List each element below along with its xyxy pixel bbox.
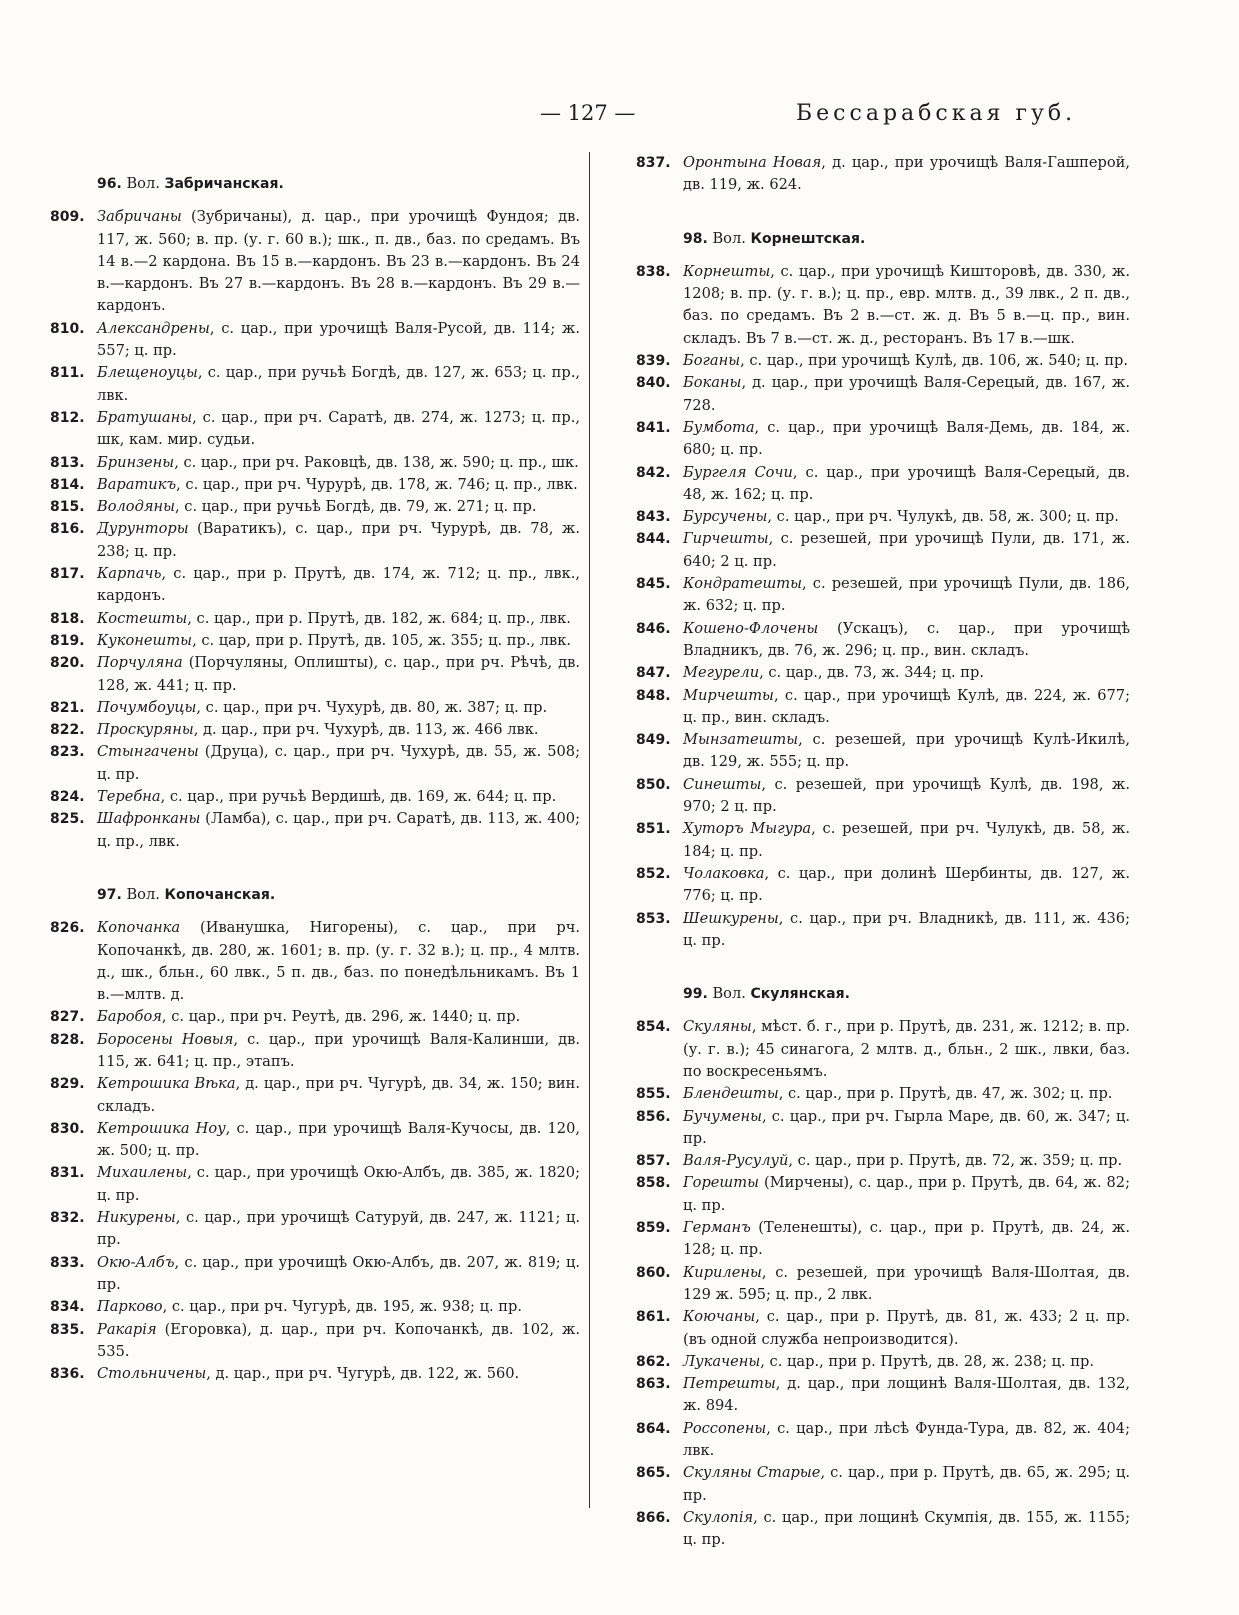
entry-number: 822. <box>50 722 85 739</box>
entry <box>636 685 1130 730</box>
entry <box>50 697 580 719</box>
place-name: Кетрошика Вѣка <box>97 1075 236 1093</box>
place-name: Теребна <box>97 788 161 806</box>
section-number: 98. <box>683 230 708 247</box>
entry-text: (Мирчены), с. цар., при р. Прутѣ, дв. 64, ж. 82; ц. пр. <box>683 1174 1130 1214</box>
entry-text: , с. цар., при р. Прутѣ, дв. 72, ж. 359; ц. пр. <box>788 1152 1123 1170</box>
entry <box>636 506 1130 528</box>
right-column <box>636 152 1130 1552</box>
entry-text: (Иванушка, Нигорены), с. цар., при рч. Копочанкѣ, дв. 280, ж. 1601; в. пр. (у. г. 32 в.); ц. пр., 4 млтв. д., шк., бльн., 60 лвк., 5 п. дв., баз. по понедѣльникамъ. Въ 1 в.—млтв. д. <box>97 919 580 1004</box>
place-name: Бумбота <box>683 418 755 436</box>
place-name: Проскуряны <box>97 721 194 739</box>
entry <box>50 1118 580 1163</box>
entry <box>50 452 580 474</box>
entry <box>636 1262 1130 1307</box>
entry-number: 858. <box>636 1175 671 1192</box>
entry <box>50 719 580 741</box>
place-name: Скуляны <box>683 1018 752 1036</box>
entry <box>636 1351 1130 1373</box>
entry-text: , с. цар., при урочищѣ Кулѣ, дв. 106, ж. 540; ц. пр. <box>740 352 1129 370</box>
entry-number: 844. <box>636 531 671 548</box>
entry-text: , с. цар., при рч. Реутѣ, дв. 296, ж. 1440; ц. пр. <box>161 1008 521 1026</box>
entry-text: , с. цар., при урочищѣ Валя-Демь, дв. 184, ж. 680; ц. пр. <box>683 418 1130 459</box>
entry-number: 857. <box>636 1153 671 1170</box>
place-name: Баробоя <box>97 1008 162 1026</box>
entry-text: , с. резешей, при урочищѣ Валя-Шолтая, дв. 129 ж. 595; ц. пр., 2 лвк. <box>683 1263 1130 1303</box>
entry-text: , с. цар., при рч. Чулукѣ, дв. 58, ж. 300; ц. пр. <box>767 508 1119 526</box>
entry-number: 824. <box>50 789 85 806</box>
place-name: Почумбоуцы <box>97 698 197 716</box>
place-name: Коючаны <box>683 1308 756 1326</box>
entry <box>50 741 580 786</box>
entry <box>50 1029 580 1074</box>
column-divider <box>589 152 590 1508</box>
place-name: Скулопія <box>683 1508 754 1526</box>
place-name: Шешкурены <box>683 909 779 927</box>
place-name: Боросены Новыя <box>97 1030 234 1048</box>
entry <box>50 808 580 853</box>
entry <box>636 372 1130 417</box>
entry <box>50 1296 580 1318</box>
entry <box>636 528 1130 573</box>
place-name: Бургеля Сочи <box>683 463 793 481</box>
section-heading <box>50 173 580 195</box>
place-name: Бринзены <box>97 453 175 471</box>
place-name: Куконешты <box>97 631 193 649</box>
entry-number: 826. <box>50 920 85 937</box>
entry-text: , с. цар., при долинѣ Шербинты, дв. 127, ж. 776; ц. пр. <box>683 864 1130 905</box>
place-name: Скуляны Старые <box>683 1464 821 1482</box>
place-name: Кошено-Флочены <box>683 619 819 637</box>
place-name: Боганы <box>683 352 741 370</box>
entry-text: , с. резешей, при урочищѣ Кулѣ-Икилѣ, дв. 129, ж. 555; ц. пр. <box>683 731 1130 771</box>
place-name: Шафронканы <box>97 810 201 828</box>
entry-number: 821. <box>50 699 85 716</box>
entry-text: , д. цар., при урочищѣ Валя-Гашперой, дв. 119, ж. 624. <box>683 154 1130 194</box>
place-name: Никурены <box>97 1209 176 1227</box>
entry-text: , д. цар., при рч. Чухурѣ, дв. 113, ж. 466 лвк. <box>193 721 539 739</box>
section-heading <box>50 884 580 906</box>
entry-number: 834. <box>50 1299 85 1316</box>
section-heading <box>636 983 1130 1005</box>
place-name: Забричаны <box>97 208 182 226</box>
entry-text: , с. цар., при рч. Саратѣ, дв. 274, ж. 1273; ц. пр., шк, кам. мир. судьи. <box>97 408 580 449</box>
entry-text: (Ламба), с. цар., при рч. Саратѣ, дв. 113, ж. 400; ц. пр., лвк. <box>97 810 580 850</box>
entry <box>636 573 1130 618</box>
left-column <box>50 173 580 1385</box>
place-name: Валя-Русулуй <box>683 1152 789 1170</box>
entry-text: (Друца), с. цар., при рч. Чухурѣ, дв. 55, ж. 508; ц. пр. <box>97 743 580 783</box>
place-name: Копочанка <box>97 919 181 937</box>
entry-number: 816. <box>50 521 85 538</box>
entry <box>50 630 580 652</box>
place-name: Карпачь <box>97 565 162 583</box>
entry-text: , с. цар., при урочищѣ Валя-Кучосы, дв. 120, ж. 500; ц. пр. <box>97 1119 581 1160</box>
entry-number: 854. <box>636 1019 671 1036</box>
entry <box>636 1172 1130 1217</box>
entry-text: , с. резешей, при урочищѣ Пули, дв. 186, ж. 632; ц. пр. <box>683 575 1130 615</box>
entry-text: (Зубричаны), д. цар., при урочищѣ Фундоя; дв. 117, ж. 560; в. пр. (у. г. 60 в.); шк., п. дв., баз. по средамъ. Въ 14 в.—2 кардона. Въ 15 в.—кардонъ. Въ 23 в.—кардонъ. Въ 24 в.—кардонъ. Въ 27 в.—кардонъ. Въ 28 в.—кардонъ. Въ 29 в.—кардонъ. <box>97 208 580 315</box>
entry-number: 831. <box>50 1165 85 1182</box>
place-name: Дурунторы <box>97 520 189 538</box>
entry <box>636 1217 1130 1262</box>
entry-number: 842. <box>636 464 671 481</box>
entry <box>50 318 580 363</box>
section-number: 96. <box>97 176 122 192</box>
place-name: Александрены <box>97 319 210 337</box>
entry-text: , с. цар., при р. Прутѣ, дв. 65, ж. 295; ц. пр. <box>683 1464 1130 1504</box>
entry-text: (Ускацъ), с. цар., при урочищѣ Владникъ, дв. 76, ж. 296; ц. пр., вин. складъ. <box>683 619 1130 659</box>
entry-text: , с. цар, при р. Прутѣ, дв. 105, ж. 355; ц. пр., лвк. <box>192 631 571 649</box>
section-prefix: Вол. <box>712 229 746 247</box>
entry-number: 817. <box>50 566 85 583</box>
entry-text: , с. резешей, при рч. Чулукѣ, дв. 58, ж. 184; ц. пр. <box>683 820 1130 860</box>
entry <box>636 818 1130 863</box>
entry-text: (Теленешты), с. цар., при р. Прутѣ, дв. 24, ж. 128; ц. пр. <box>683 1219 1130 1259</box>
section-title: Копочанская. <box>164 886 276 903</box>
place-name: Ракарія <box>97 1320 157 1338</box>
entry-text: , с. цар., при урочищѣ Кишторовѣ, дв. 330, ж. 1208; в. пр. (у. г. в.); ц. пр., евр. млтв. д., 39 лвк., 2 п. дв., баз. по средамъ. Въ 2 в.—ст. ж. д. Въ 5 в.—ц. пр., вин. складъ. Въ 7 в.—ст. ж. д., ресторанъ. Въ 17 в.—шк. <box>683 262 1130 347</box>
entry <box>50 1252 580 1297</box>
entry-number: 833. <box>50 1254 85 1271</box>
entry <box>50 1073 580 1118</box>
place-name: Варатикъ <box>97 475 177 493</box>
entry-number: 811. <box>50 365 85 382</box>
entry <box>50 1162 580 1207</box>
place-name: Гирчешты <box>683 530 769 548</box>
entry-text: , д. цар., при рч. Чугурѣ, дв. 122, ж. 560. <box>206 1365 520 1383</box>
entry-number: 841. <box>636 419 671 436</box>
entry-number: 832. <box>50 1210 85 1227</box>
section-prefix: Вол. <box>126 885 160 903</box>
entry <box>50 496 580 518</box>
entry-number: 863. <box>636 1376 671 1393</box>
entry-number: 825. <box>50 811 85 828</box>
entry <box>636 863 1130 908</box>
place-name: Кетрошика Ноу <box>97 1119 226 1137</box>
entry-text: , д. цар., при урочищѣ Валя-Серецый, дв. 167, ж. 728. <box>683 374 1130 414</box>
entry-text: , с. цар., при р. Прутѣ, дв. 174, ж. 712; ц. пр., лвк., кардонъ. <box>97 565 580 605</box>
entry <box>636 1418 1130 1463</box>
place-name: Блендешты <box>683 1085 779 1103</box>
entry-number: 864. <box>636 1420 671 1437</box>
entry <box>50 518 580 563</box>
entry-number: 859. <box>636 1220 671 1237</box>
section-prefix: Вол. <box>712 985 746 1003</box>
entry-number: 856. <box>636 1108 671 1125</box>
section-title: Скулянская. <box>750 986 850 1003</box>
place-name: Мынзатешты <box>683 731 799 749</box>
entry-text: , мѣст. б. г., при р. Прутѣ, дв. 231, ж. 1212; в. пр. (у. г. в.); 45 синагога, 2 млтв. д., бльн., 2 шк., лвки, баз. по воскресеньямъ. <box>683 1018 1130 1080</box>
entry <box>50 1207 580 1252</box>
section-prefix: Вол. <box>126 175 160 192</box>
entry <box>50 652 580 697</box>
entry-text: , с. цар., при урочищѣ Окю-Албъ, дв. 207, ж. 819; ц. пр. <box>97 1253 580 1293</box>
place-name: Блещеноуцы <box>97 364 198 382</box>
place-name: Бучумены <box>683 1107 762 1125</box>
entry-number: 853. <box>636 910 671 927</box>
entry-text: , с. резешей, при урочищѣ Пули, дв. 171, ж. 640; 2 ц. пр. <box>683 530 1130 570</box>
entry-number: 862. <box>636 1353 671 1370</box>
entry-number: 865. <box>636 1465 671 1482</box>
entry-number: 810. <box>50 320 85 337</box>
entry <box>636 1016 1130 1083</box>
entry <box>636 417 1130 462</box>
entry-text: , с. цар., при урочищѣ Окю-Албъ, дв. 385, ж. 1820; ц. пр. <box>97 1164 580 1204</box>
entry <box>636 1462 1130 1507</box>
entry <box>50 1363 580 1385</box>
place-name: Боканы <box>683 374 742 392</box>
entry <box>636 1306 1130 1351</box>
entry <box>50 786 580 808</box>
entry-text: , с. цар., при р. Прутѣ, дв. 182, ж. 684; ц. пр., лвк. <box>187 609 571 627</box>
entry <box>636 152 1130 197</box>
entry-text: , с. цар., при урочищѣ Валя-Калинши, дв. 115, ж. 641; ц. пр., этапъ. <box>97 1030 580 1070</box>
place-name: Стынгачены <box>97 743 199 761</box>
entry <box>636 1373 1130 1418</box>
entry-number: 814. <box>50 476 85 493</box>
entry <box>636 774 1130 819</box>
entry-number: 815. <box>50 499 85 516</box>
entry-text: , с. цар., при р. Прутѣ, дв. 81, ж. 433; 2 ц. пр. (въ одной служба непроизводится). <box>683 1308 1130 1348</box>
entry <box>50 563 580 608</box>
entry-number: 812. <box>50 409 85 426</box>
entry-text: , с. цар., при рч. Чухурѣ, дв. 80, ж. 387; ц. пр. <box>196 698 548 716</box>
place-name: Лукачены <box>683 1352 761 1370</box>
entry-text: , с. цар., при р. Прутѣ, дв. 28, ж. 238; ц. пр. <box>760 1352 1095 1370</box>
entry-text: , с. цар., при урочищѣ Валя-Русой, дв. 114; ж. 557; ц. пр. <box>97 319 580 360</box>
section-title: Забричанская. <box>164 176 284 192</box>
place-name: Синешты <box>683 775 762 793</box>
entry-text: , с. цар., при лощинѣ Скумпія, дв. 155, ж. 1155; ц. пр. <box>683 1508 1130 1549</box>
entry-number: 830. <box>50 1120 85 1137</box>
entry <box>636 462 1130 507</box>
entry-number: 852. <box>636 865 671 882</box>
entry-number: 823. <box>50 744 85 761</box>
entry-number: 847. <box>636 665 671 682</box>
entry-number: 818. <box>50 610 85 627</box>
entry-number: 838. <box>636 263 671 280</box>
entry-number: 866. <box>636 1509 671 1526</box>
place-name: Оронтына Новая <box>683 154 822 171</box>
place-name: Хуторъ Мыгура <box>683 820 812 838</box>
place-name: Мирчешты <box>683 686 774 704</box>
entry-text: (Варатикъ), с. цар., при рч. Чурурѣ, дв. 78, ж. 238; ц. пр. <box>97 520 580 560</box>
entry <box>636 662 1130 684</box>
place-name: Кирилены <box>683 1263 762 1281</box>
entry-number: 855. <box>636 1086 671 1103</box>
entry <box>50 474 580 496</box>
entry <box>50 407 580 452</box>
place-name: Братушаны <box>97 408 193 426</box>
entry-number: 813. <box>50 454 85 471</box>
place-name: Володяны <box>97 498 175 516</box>
entry-text: , с. цар., при урочищѣ Сатуруй, дв. 247, ж. 1121; ц. пр. <box>97 1209 580 1249</box>
entry-number: 850. <box>636 776 671 793</box>
entry-text: , с. цар., при р. Прутѣ, дв. 47, ж. 302; ц. пр. <box>778 1085 1113 1103</box>
entry-text: , с. цар., при урочищѣ Кулѣ, дв. 224, ж. 677; ц. пр., вин. складъ. <box>683 686 1130 726</box>
entry-text: , с. цар., при ручьѣ Вердишѣ, дв. 169, ж. 644; ц. пр. <box>160 788 557 806</box>
entry-text: , с. цар., при ручьѣ Богдѣ, дв. 79, ж. 271; ц. пр. <box>175 498 537 516</box>
place-name: Россопены <box>683 1419 767 1437</box>
entry-number: 809. <box>50 209 85 226</box>
entry <box>50 1319 580 1364</box>
place-name: Михаилены <box>97 1164 188 1182</box>
place-name: Костешты <box>97 609 188 627</box>
entry <box>636 908 1130 953</box>
entry-number: 848. <box>636 687 671 704</box>
place-name: Порчуляна <box>97 654 183 672</box>
entry <box>636 729 1130 774</box>
entry-number: 837. <box>636 155 671 171</box>
entry-number: 843. <box>636 509 671 526</box>
entry-number: 819. <box>50 632 85 649</box>
section-title: Корнештская. <box>750 230 866 247</box>
entry-text: , с. цар., дв. 73, ж. 344; ц. пр. <box>759 664 984 682</box>
entry <box>50 608 580 630</box>
page-number: — 127 — <box>540 101 636 125</box>
place-name: Бурсучены <box>683 508 768 526</box>
entry-number: 828. <box>50 1031 85 1048</box>
entry-number: 851. <box>636 821 671 838</box>
entry <box>636 1083 1130 1105</box>
entry-text: (Порчуляны, Оплишты), с. цар., при рч. Рѣчѣ, дв. 128, ж. 441; ц. пр. <box>97 654 580 694</box>
place-name: Германъ <box>683 1219 751 1237</box>
section-heading <box>636 228 1130 250</box>
running-head: Бессарабская губ. <box>796 101 1077 126</box>
entry <box>50 362 580 407</box>
entry-number: 840. <box>636 375 671 392</box>
entry <box>50 206 580 317</box>
place-name: Мегурели <box>683 664 760 682</box>
entry <box>636 1106 1130 1151</box>
entry <box>50 917 580 1006</box>
place-name: Стольничены <box>97 1365 207 1383</box>
entry <box>636 1150 1130 1172</box>
entry <box>50 1006 580 1028</box>
entry-number: 845. <box>636 576 671 593</box>
section-number: 97. <box>97 886 122 903</box>
entry-number: 839. <box>636 353 671 370</box>
entry-text: , д. цар., при рч. Чугурѣ, дв. 34, ж. 150; вин. складъ. <box>97 1075 581 1115</box>
entry-text: , с. цар., при рч. Гырла Маре, дв. 60, ж. 347; ц. пр. <box>683 1107 1130 1147</box>
section-number: 99. <box>683 986 708 1003</box>
entry-text: , с. резешей, при урочищѣ Кулѣ, дв. 198, ж. 970; 2 ц. пр. <box>683 775 1130 816</box>
entry-text: , с. цар., при ручьѣ Богдѣ, дв. 127, ж. 653; ц. пр., лвк. <box>97 364 580 404</box>
entry <box>636 618 1130 663</box>
place-name: Петрешты <box>683 1375 776 1393</box>
entry <box>636 350 1130 372</box>
place-name: Горешты <box>683 1174 759 1192</box>
entry-text: , с. цар., при лѣсѣ Фунда-Тура, дв. 82, ж. 404; лвк. <box>683 1419 1130 1460</box>
place-name: Корнешты <box>683 262 771 280</box>
place-name: Парково <box>97 1298 163 1316</box>
place-name: Чолаковка <box>683 864 765 882</box>
entry-text: , с. цар., при урочищѣ Валя-Серецый, дв. 48, ж. 162; ц. пр. <box>683 463 1130 503</box>
entry-text: , д. цар., при лощинѣ Валя-Шолтая, дв. 132, ж. 894. <box>683 1375 1130 1415</box>
entry-number: 827. <box>50 1009 85 1026</box>
entry-number: 829. <box>50 1076 85 1093</box>
entry <box>636 1507 1130 1552</box>
entry-text: , с. цар., при рч. Раковцѣ, дв. 138, ж. 590; ц. пр., шк. <box>174 453 579 471</box>
entry-number: 860. <box>636 1264 671 1281</box>
entry-number: 820. <box>50 655 85 672</box>
entry-text: , с. цар., при рч. Чурурѣ, дв. 178, ж. 746; ц. пр., лвк. <box>176 475 578 493</box>
entry-number: 846. <box>636 620 671 637</box>
entry <box>636 261 1130 350</box>
entry-text: , с. цар., при рч. Чугурѣ, дв. 195, ж. 938; ц. пр. <box>162 1298 522 1316</box>
entry-number: 836. <box>50 1366 85 1383</box>
place-name: Окю-Албъ <box>97 1253 175 1271</box>
entry-number: 835. <box>50 1321 85 1338</box>
entry-number: 849. <box>636 732 671 749</box>
entry-number: 861. <box>636 1309 671 1326</box>
entry-text: , с. цар., при рч. Владникѣ, дв. 111, ж. 436; ц. пр. <box>683 909 1130 949</box>
entry-text: (Егоровка), д. цар., при рч. Копочанкѣ, дв. 102, ж. 535. <box>97 1320 580 1360</box>
place-name: Кондратешты <box>683 575 803 593</box>
